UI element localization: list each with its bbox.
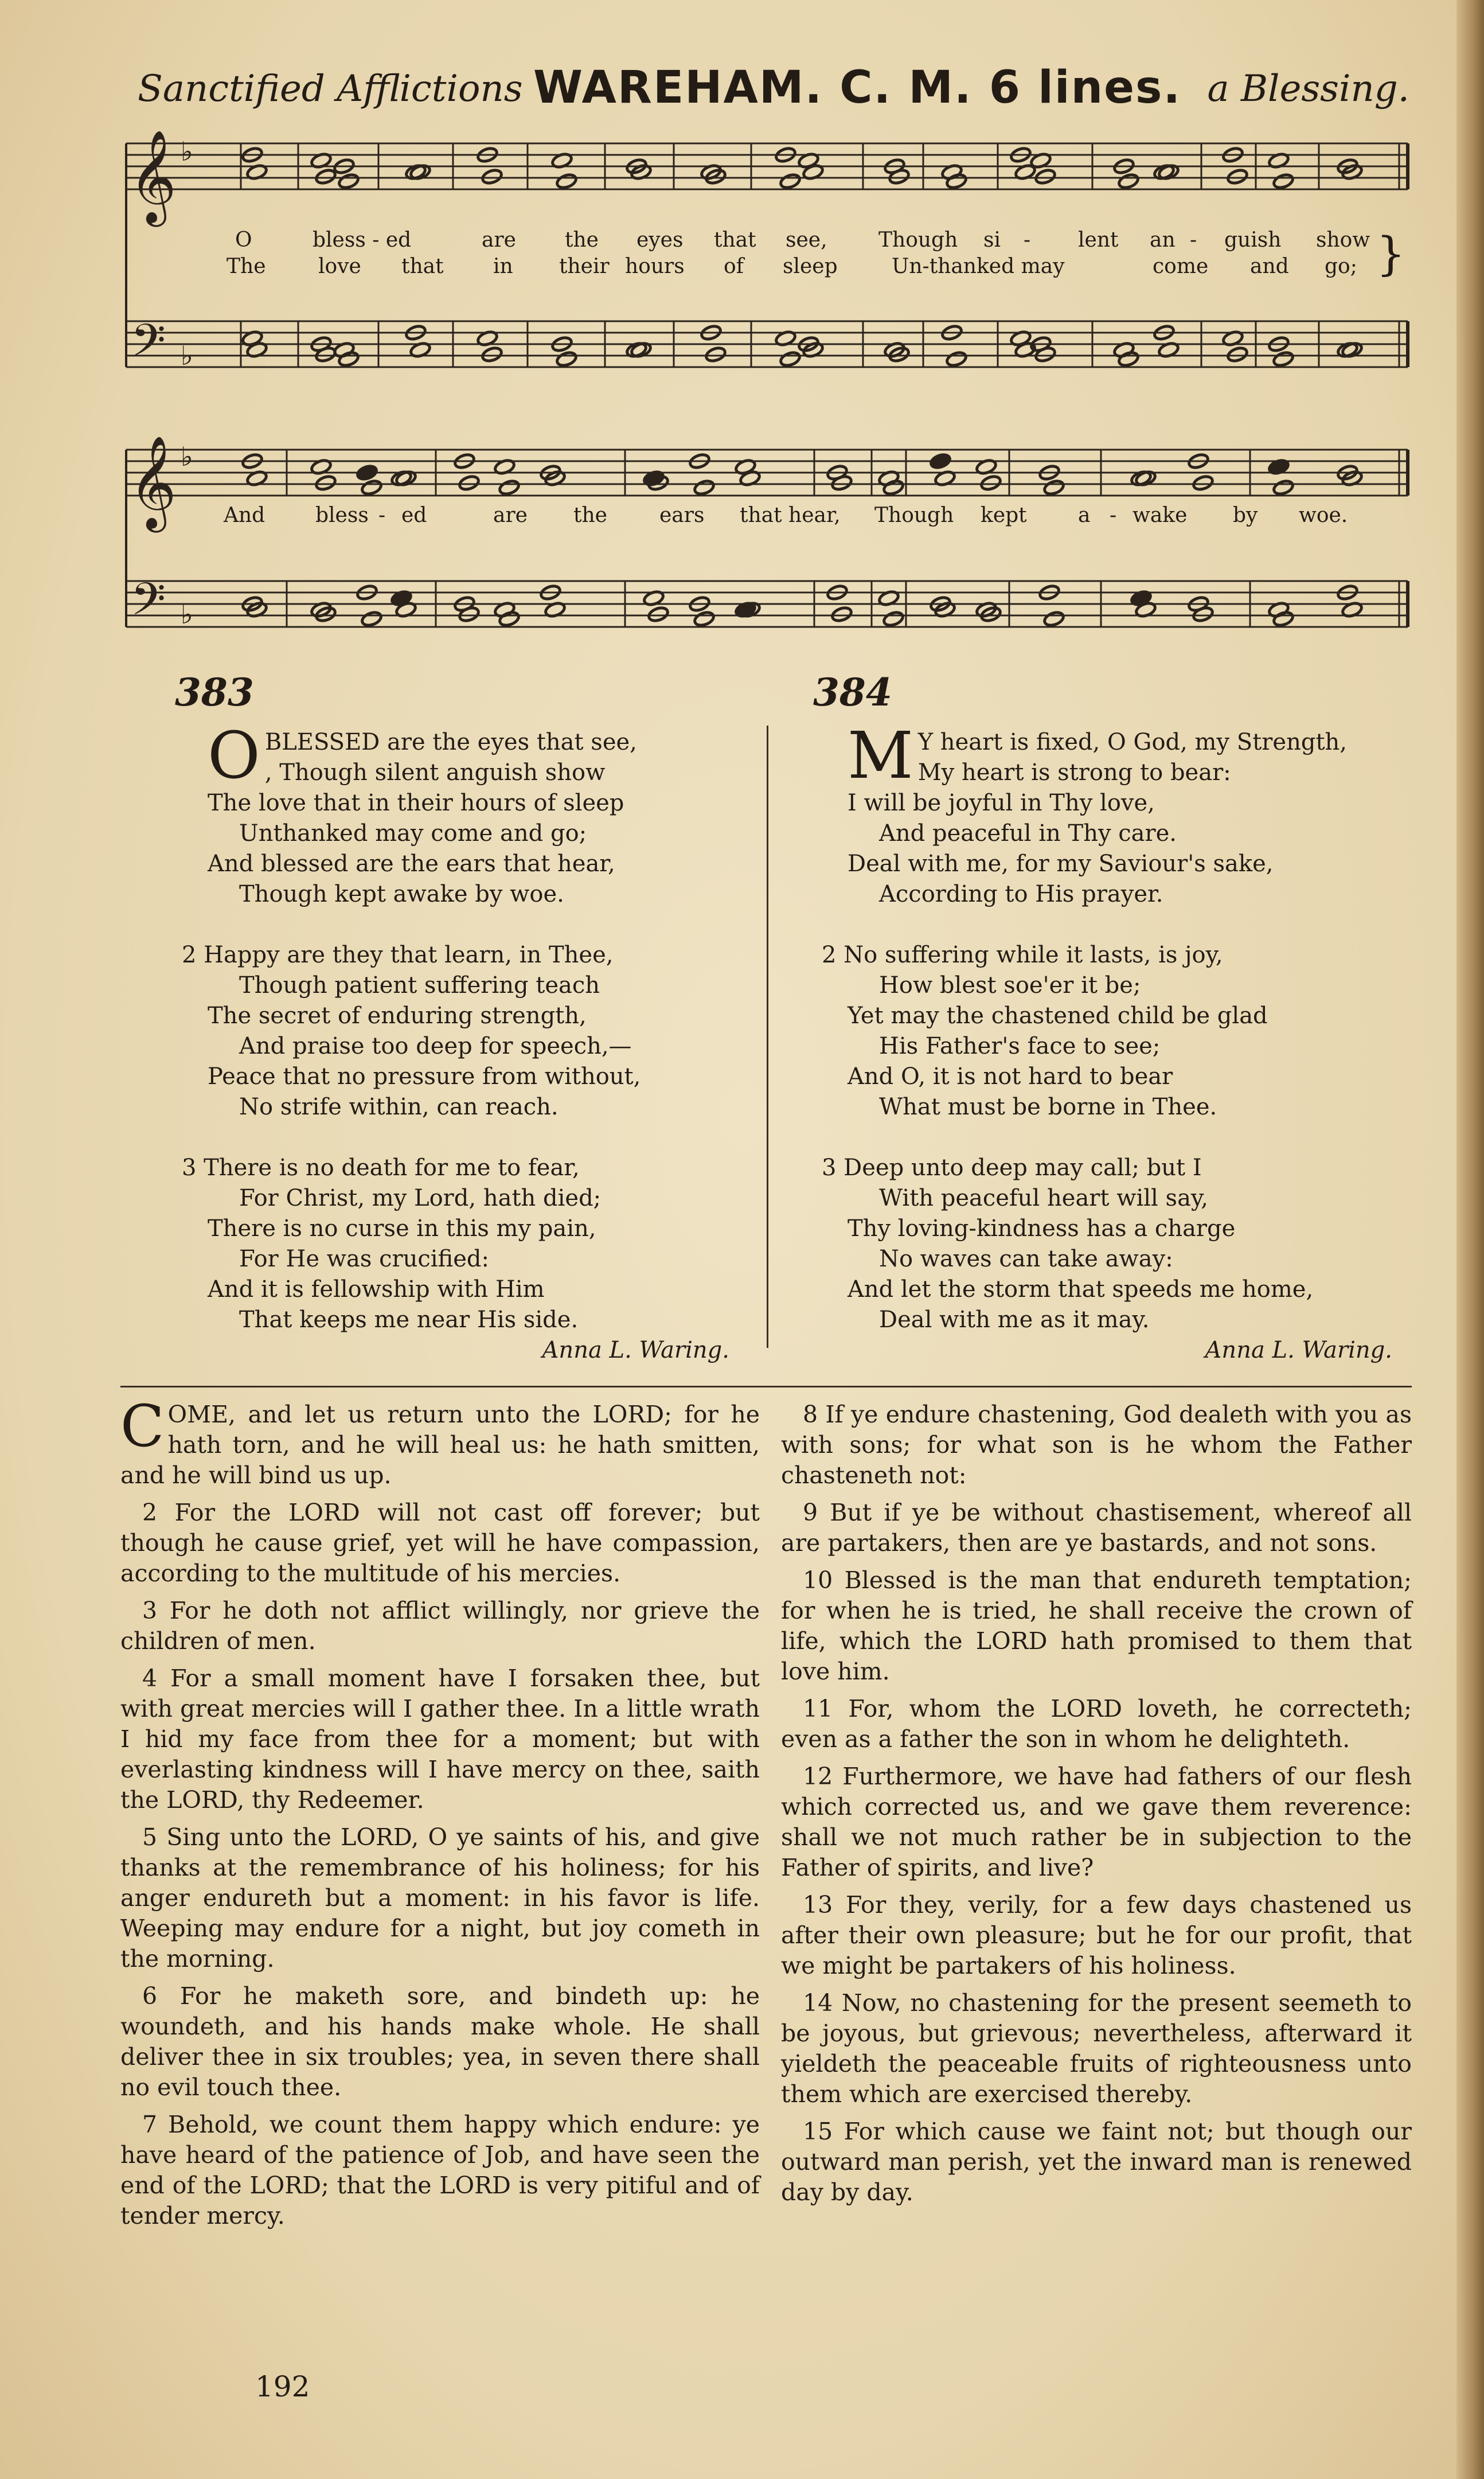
drop-cap: O	[208, 719, 260, 793]
note-head	[315, 474, 337, 492]
lyric: that	[401, 255, 444, 278]
lyric: love	[318, 255, 361, 278]
hymn-383-text	[182, 719, 729, 1366]
lyric: by	[1233, 504, 1258, 527]
note-head	[1272, 350, 1295, 368]
note-head	[356, 464, 378, 481]
lyric: Though	[878, 228, 958, 252]
hymn-line: Yet may the chastened child be glad	[848, 1003, 1268, 1029]
bass-clef-icon: 𝄢	[131, 315, 166, 378]
hymn-line: And blessed are the ears that hear,	[208, 851, 615, 877]
lyric: in	[493, 255, 513, 278]
hymn-line: For Christ, my Lord, hath died;	[239, 1185, 602, 1211]
note-head	[1227, 346, 1249, 363]
note-head	[779, 173, 802, 190]
lyric: are	[493, 504, 528, 527]
hymn-line: No strife within, can reach.	[239, 1094, 559, 1120]
lyrics-line-2	[223, 504, 1348, 527]
lyric: and	[1250, 255, 1289, 278]
hymn-line: 3 There is no death for me to fear,	[182, 1155, 580, 1181]
lyric: wake	[1132, 504, 1188, 527]
hymn-line: And peaceful in Thy care.	[879, 820, 1177, 847]
lyric: eyes	[636, 228, 684, 252]
lyric: go;	[1325, 255, 1357, 278]
lyric: come	[1153, 255, 1209, 278]
hymn-line: I will be joyful in Thy love,	[848, 790, 1155, 816]
hymn-line: For He was crucified:	[239, 1246, 489, 1272]
note-head	[693, 610, 716, 627]
tune-title: WAREHAM. C. M. 6 lines.	[533, 62, 1182, 114]
lyric: bless - ed	[313, 228, 412, 252]
lyric: guish	[1224, 228, 1282, 252]
hymn-line: There is no curse in this my pain,	[208, 1215, 596, 1242]
hymn-line: The secret of enduring strength,	[208, 1003, 587, 1029]
reading-verse: 13 For they, verily, for a few days chastened us after their own pleasure; but he for our profit, that we might be partakers of his holiness.	[781, 1891, 1412, 1979]
treble-clef-icon: 𝄞	[129, 435, 177, 529]
note-head	[980, 474, 1002, 492]
lyrics-line-1	[226, 227, 1405, 280]
lyric: -	[1024, 228, 1031, 252]
note-head	[556, 173, 578, 190]
hymn-number-383: 383	[175, 670, 254, 715]
hymn-author: Anna L. Waring.	[542, 1337, 729, 1363]
hymn-line: Unthanked may come and go;	[239, 820, 587, 847]
clefs	[129, 130, 193, 637]
note-head	[1192, 474, 1214, 492]
lyric: that hear,	[740, 504, 841, 527]
system-2	[126, 450, 1408, 627]
note-head	[498, 479, 521, 496]
hymn-line: Peace that no pressure from without,	[208, 1063, 641, 1090]
page-number: 192	[255, 2370, 310, 2403]
lyric: are	[482, 228, 516, 252]
header-topic-right: a Blessing.	[1207, 68, 1409, 110]
reading-verse: 5 Sing unto the LORD, O ye saints of his, and give thanks at the remembrance of his holiness; for his anger endureth but a moment: in his favor is life. Weeping may endure for a night, but joy cometh in the morning.	[120, 1823, 760, 1973]
hymn-line: Though patient suffering teach	[239, 972, 600, 999]
lyric: ears	[659, 504, 705, 527]
note-head	[361, 610, 383, 627]
reading-verse: 9 But if ye be without chastisement, whereof all are partakers, then are ye bastards, and not sons.	[781, 1499, 1412, 1557]
lyric: woe.	[1299, 504, 1348, 527]
flat-icon: ♭	[181, 441, 193, 472]
note-head	[1043, 479, 1065, 496]
treble-clef-icon: 𝄞	[129, 130, 177, 223]
hymn-line: And let the storm that speeds me home,	[848, 1276, 1314, 1303]
note-head	[1272, 479, 1295, 496]
hymn-line: How blest soe'er it be;	[879, 972, 1141, 999]
hymn-line: , Though silent anguish show	[264, 759, 606, 786]
hymn-author: Anna L. Waring.	[1205, 1337, 1392, 1363]
note-head	[315, 168, 337, 185]
lyric: the	[573, 504, 607, 527]
note-head	[1034, 346, 1057, 363]
reading-verse: 7 Behold, we count them happy which endure: ye have heard of the patience of Job, and have seen the end of the LORD; that the LORD is very pitiful and of tender mercy.	[120, 2111, 760, 2229]
lyric: their	[559, 255, 610, 278]
lyric: sleep	[783, 255, 838, 278]
lyric: show	[1316, 228, 1370, 252]
flat-icon: ♭	[181, 136, 193, 167]
note-head	[779, 350, 802, 368]
hymn-line: And praise too deep for speech,—	[239, 1033, 632, 1059]
hymn-line: 2 No suffering while it lasts, is joy,	[822, 942, 1223, 968]
lyric: -	[378, 504, 386, 527]
reading-right-column	[781, 1400, 1412, 2215]
hymn-number-384: 384	[813, 670, 892, 715]
hymn-line: 2 Happy are they that learn, in Thee,	[182, 942, 614, 968]
flat-icon: ♭	[181, 340, 193, 371]
note-head	[831, 474, 853, 492]
note-head	[1192, 606, 1214, 623]
column-divider	[767, 726, 768, 1348]
flat-icon: ♭	[181, 599, 193, 630]
lyric: kept	[981, 504, 1027, 527]
reading-verse: 8 If ye endure chastening, God dealeth with you as with sons; for what son is he whom the Father chasteneth not:	[781, 1401, 1412, 1489]
brace-glyph: }	[1376, 227, 1405, 280]
reading-verse: 6 For he maketh sore, and bindeth up: he woundeth, and his hands make whole. He shall deliver thee in six troubles; yea, in seven there shall no evil touch thee.	[120, 1982, 760, 2101]
hymn-line: And it is fellowship with Him	[208, 1276, 545, 1303]
reading-verse: 14 Now, no chastening for the present seemeth to be joyous, but grievous; nevertheless, afterward it yieldeth the peaceable fruits of righteousness unto them which are exercised thereby.	[781, 1989, 1412, 2108]
note-head	[556, 350, 578, 368]
note-head	[1118, 173, 1140, 190]
note-head	[458, 606, 481, 623]
note-head	[361, 479, 383, 496]
lyric: Though	[874, 504, 954, 527]
reading-verse: 3 For he doth not afflict willingly, nor grieve the children of men.	[120, 1597, 760, 1655]
hymn-line: Deal with me, for my Saviour's sake,	[848, 851, 1274, 877]
lyric: see,	[786, 228, 827, 252]
note-head	[1272, 610, 1295, 627]
hymn-line: With peaceful heart will say,	[879, 1185, 1208, 1211]
drop-cap: C	[120, 1393, 165, 1460]
hymn-line: Deal with me as it may.	[879, 1307, 1150, 1333]
note-head	[498, 610, 521, 627]
hymn-line: No waves can take away:	[879, 1246, 1173, 1272]
hymn-line: And O, it is not hard to bear	[848, 1063, 1173, 1090]
reading-left-column	[120, 1393, 760, 2238]
note-head	[1118, 350, 1140, 368]
note-head	[1272, 173, 1295, 190]
hymn-line: According to His prayer.	[879, 881, 1163, 907]
note-head	[481, 168, 503, 185]
music-score	[0, 0, 1484, 648]
note-head	[458, 474, 481, 492]
lyric: -	[1190, 228, 1197, 252]
hymn-line: The love that in their hours of sleep	[208, 790, 624, 816]
hymn-line: 3 Deep unto deep may call; but I	[822, 1155, 1202, 1181]
drop-cap: M	[848, 719, 913, 793]
lyric: O	[235, 228, 252, 252]
bass-clef-icon: 𝄢	[131, 574, 166, 637]
note-head	[882, 479, 905, 496]
hymn-line: My heart is strong to bear:	[917, 759, 1231, 786]
lyric: an	[1150, 228, 1176, 252]
lyric: Un-thanked may	[892, 255, 1065, 278]
reading-verse: 10 Blessed is the man that endureth temptation; for when he is tried, he shall receive the crown of life, which the LORD hath promised to them that love him.	[781, 1566, 1412, 1685]
reading-verse: 4 For a small moment have I forsaken thee, but with great mercies will I gather thee. In a little wrath I hid my face from thee for a moment; but with everlasting kindness will I have mercy on thee, saith the LORD, thy Redeemer.	[120, 1665, 760, 1814]
note-head	[1034, 168, 1057, 185]
lyric: the	[565, 228, 599, 252]
hymn-line: Thy loving-kindness has a charge	[848, 1215, 1236, 1242]
section-divider	[120, 1386, 1412, 1387]
hymn-line: His Father's face to see;	[879, 1033, 1161, 1059]
note-head	[946, 350, 968, 368]
hymn-line: Though kept awake by woe.	[239, 881, 564, 907]
note-head	[338, 350, 360, 368]
hymn-line: What must be borne in Thee.	[879, 1094, 1217, 1120]
note-head	[481, 346, 503, 363]
reading-verse: 2 For the LORD will not cast off forever; but though he cause grief, yet will he have compassion, according to the multitude of his mercies.	[120, 1499, 760, 1587]
lyric: bless	[315, 504, 369, 527]
lyric: The	[226, 255, 266, 278]
lyric: a	[1078, 504, 1091, 527]
lyric: that	[714, 228, 756, 252]
note-head	[705, 346, 727, 363]
reading-verse: 12 Furthermore, we have had fathers of our flesh which corrected us, and we gave them reverence: shall we not much rather be in subjection to the Father of spirits, and live?	[781, 1763, 1412, 1881]
notes	[241, 146, 1364, 627]
note-head	[888, 168, 911, 185]
lyric: ed	[401, 504, 427, 527]
note-head	[693, 479, 716, 496]
reading-verse: 11 For, whom the LORD loveth, he correcteth; even as a father the son in whom he delighteth.	[781, 1695, 1412, 1753]
lyric: hours	[625, 255, 685, 278]
note-head	[647, 606, 670, 623]
note-head	[882, 610, 905, 627]
hymn-line: Y heart is fixed, O God, my Strength,	[917, 729, 1347, 755]
note-head	[831, 606, 853, 623]
lyric: of	[724, 255, 744, 278]
note-head	[315, 346, 337, 363]
note-head	[930, 453, 952, 470]
note-head	[338, 173, 360, 190]
lyric: And	[224, 504, 265, 527]
lyric: si	[983, 228, 1001, 252]
hymn-384-text	[822, 719, 1392, 1366]
note-head	[1043, 610, 1065, 627]
note-head	[1227, 168, 1249, 185]
note-head	[946, 173, 968, 190]
hymn-line: BLESSED are the eyes that see,	[264, 729, 637, 755]
lyric: lent	[1078, 228, 1119, 252]
hymn-line: That keeps me near His side.	[239, 1307, 579, 1333]
header-topic-left: Sanctified Afflictions	[138, 68, 523, 110]
reading-verse: OME, and let us return unto the LORD; for he hath torn, and he will heal us: he hath smitten, and he will bind us up.	[120, 1401, 760, 1489]
reading-verse: 15 For which cause we faint not; but though our outward man perish, yet the inward man is renewed day by day.	[781, 2118, 1412, 2206]
lyric: -	[1110, 504, 1117, 527]
